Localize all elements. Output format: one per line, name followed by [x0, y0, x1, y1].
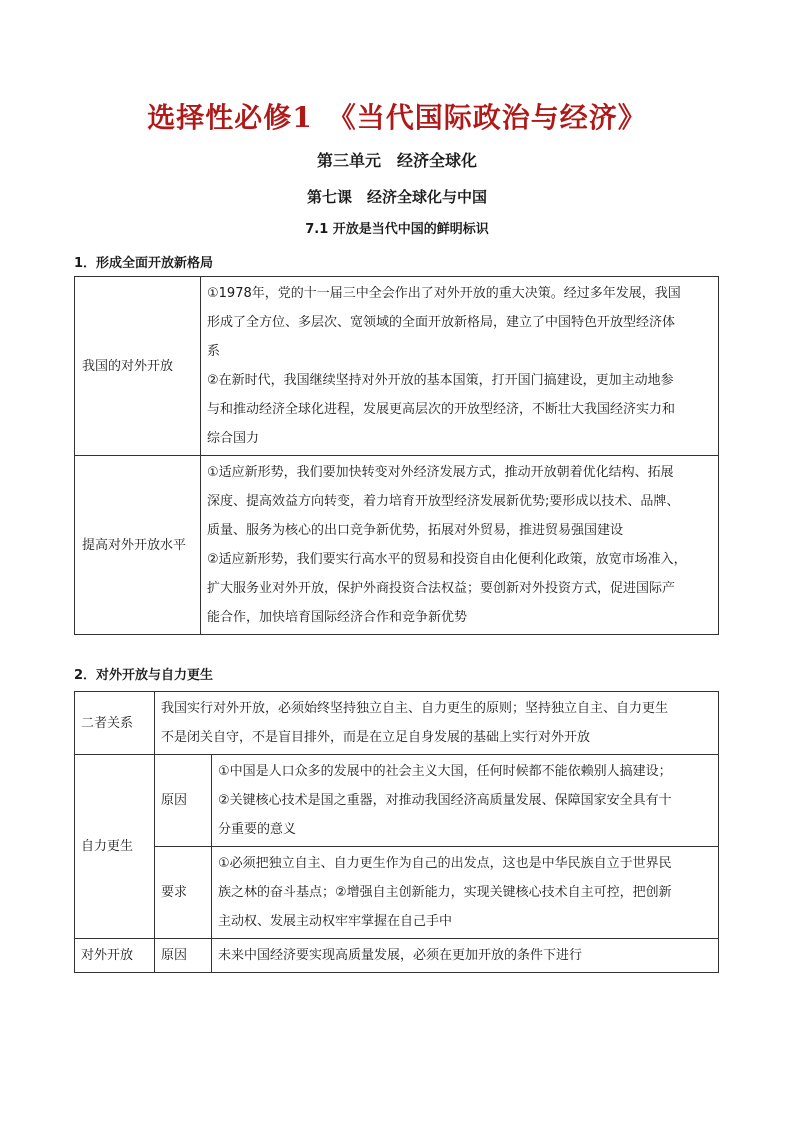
row-content — [212, 755, 719, 847]
row-label: 自力更生 — [75, 755, 155, 939]
text-line: 扩大服务业对外开放，保护外商投资合法权益；要创新对外投资方式，促进国际产 — [207, 581, 676, 596]
row-label: 我国的对外开放 — [75, 277, 201, 456]
sub-label: 原因 — [155, 755, 212, 847]
text-line: 族之林的奋斗基点；②增强自主创新能力，实现关键核心技术自主可控，把创新 — [218, 885, 672, 900]
text-line: 形成了全方位、多层次、宽领域的全面开放新格局，建立了中国特色开放型经济体 — [207, 315, 676, 330]
text-line: ①适应新形势，我们要加快转变对外经济发展方式，推动开放朝着优化结构、拓展 — [207, 465, 674, 480]
text-line: ①1978年，党的十一届三中全会作出了对外开放的重大决策。经过多年发展，我国 — [207, 286, 681, 301]
text-line: 主动权、发展主动权牢牢掌握在自己手中 — [218, 914, 453, 929]
text-line: 综合国力 — [207, 431, 260, 446]
text-line: ②适应新形势，我们要实行高水平的贸易和投资自由化便利化政策，放宽市场准入， — [207, 552, 687, 567]
unit-title: 第三单元 经济全球化 — [316, 151, 477, 170]
part2-heading: 2．对外开放与自力更生 — [74, 668, 214, 683]
text-line: ②在新时代，我国继续坚持对外开放的基本国策，打开国门搞建设，更加主动地参 — [207, 373, 674, 388]
self-reliance-table — [74, 691, 719, 973]
text-line: 未来中国经济要实现高质量发展，必须在更加开放的条件下进行 — [218, 948, 583, 963]
row-label: 二者关系 — [75, 692, 155, 755]
text-line: ①中国是人口众多的发展中的社会主义大国，任何时候都不能依赖别人搞建设； — [218, 764, 672, 779]
text-line: 质量、服务为核心的出口竞争新优势，拓展对外贸易，推进贸易强国建设 — [207, 523, 624, 538]
table-row — [75, 692, 719, 755]
row-label: 对外开放 — [75, 939, 155, 973]
table-row — [75, 755, 719, 847]
section-title: 7.1 开放是当代中国的鲜明标识 — [305, 222, 489, 237]
text-line: 与和推动经济全球化进程，发展更高层次的开放型经济，不断壮大我国经济实力和 — [207, 402, 676, 417]
text-line: ②关键核心技术是国之重器，对推动我国经济高质量发展、保障国家安全具有十 — [218, 793, 672, 808]
sub-label: 要求 — [155, 847, 212, 939]
document-title: 选择性必修1 《当代国际政治与经济》 — [147, 101, 647, 134]
opening-pattern-table — [74, 276, 719, 635]
table-row — [75, 847, 719, 939]
table-row — [75, 277, 719, 456]
text-line: 不是闭关自守，不是盲目排外，而是在立足自身发展的基础上实行对外开放 — [161, 730, 591, 745]
lesson-title: 第七课 经济全球化与中国 — [306, 188, 487, 206]
text-line: ①必须把独立自主、自力更生作为自己的出发点，这也是中华民族自立于世界民 — [218, 856, 672, 871]
table-row — [75, 456, 719, 635]
row-content — [212, 939, 719, 973]
table-row — [75, 939, 719, 973]
row-content — [155, 692, 719, 755]
text-line: 分重要的意义 — [218, 822, 297, 837]
text-line: 系 — [207, 344, 221, 359]
row-content — [212, 847, 719, 939]
part1-heading: 1．形成全面开放新格局 — [74, 256, 214, 271]
text-line: 深度、提高效益方向转变，着力培育开放型经济发展新优势;要形成以技术、品牌、 — [207, 494, 680, 509]
text-line: 能合作，加快培育国际经济合作和竞争新优势 — [207, 610, 468, 625]
row-content — [201, 277, 719, 456]
row-content — [201, 456, 719, 635]
row-label: 提高对外开放水平 — [75, 456, 201, 635]
text-line: 我国实行对外开放，必须始终坚持独立自主、自力更生的原则；坚持独立自主、自力更生 — [161, 701, 669, 716]
sub-label: 原因 — [155, 939, 212, 973]
